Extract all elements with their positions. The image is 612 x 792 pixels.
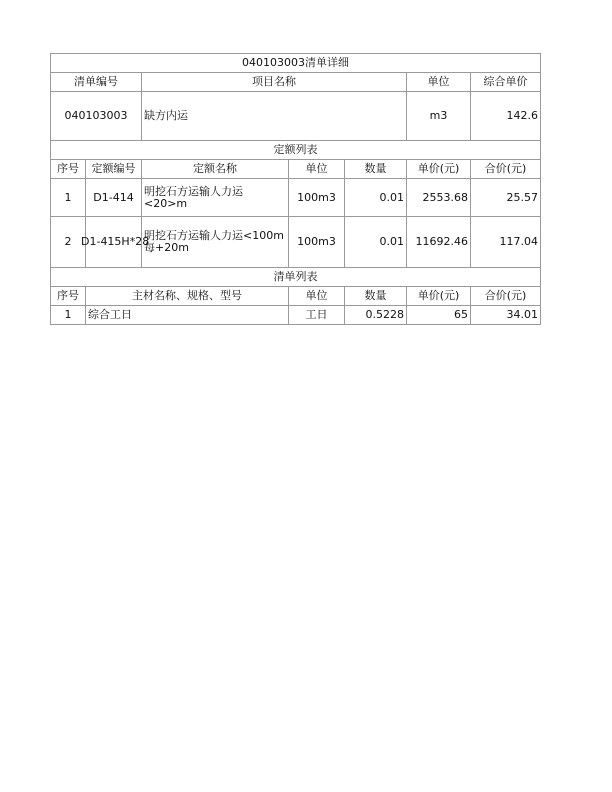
list-unit-price: 65 (407, 306, 471, 325)
list-unit-price-header: 单价(元) (407, 287, 471, 306)
list-no: 1 (51, 306, 86, 325)
bill-unit-header: 单位 (407, 73, 471, 92)
quota-row (51, 179, 541, 217)
quota-total-header: 合价(元) (471, 160, 541, 179)
quota-code: D1-415H*28 (86, 217, 142, 268)
list-name: 综合工日 (86, 306, 289, 325)
quota-qty-header: 数量 (345, 160, 407, 179)
list-unit-header: 单位 (289, 287, 345, 306)
bill-price: 142.6 (471, 92, 541, 141)
list-unit: 工日 (289, 306, 345, 325)
quota-total: 117.04 (471, 217, 541, 268)
bill-detail-sheet (50, 53, 540, 325)
list-row (51, 306, 541, 325)
list-header-row (51, 287, 541, 306)
bill-row (51, 92, 541, 141)
list-section-title: 清单列表 (51, 268, 541, 287)
quota-unit: 100m3 (289, 217, 345, 268)
quota-section-row (51, 141, 541, 160)
quota-code-header: 定额编号 (86, 160, 142, 179)
bill-header-row (51, 73, 541, 92)
bill-code: 040103003 (51, 92, 142, 141)
list-name-header: 主材名称、规格、型号 (86, 287, 289, 306)
bill-detail-table (50, 53, 541, 325)
quota-unit: 100m3 (289, 179, 345, 217)
quota-unit-price: 2553.68 (407, 179, 471, 217)
quota-qty: 0.01 (345, 217, 407, 268)
quota-section-title: 定额列表 (51, 141, 541, 160)
quota-no-header: 序号 (51, 160, 86, 179)
list-section-row (51, 268, 541, 287)
quota-code: D1-414 (86, 179, 142, 217)
quota-name: 明挖石方运输人力运<20>m (142, 179, 289, 217)
quota-no: 2 (51, 217, 86, 268)
quota-qty: 0.01 (345, 179, 407, 217)
bill-name-header: 项目名称 (142, 73, 407, 92)
bill-price-header: 综合单价 (471, 73, 541, 92)
quota-unit-price: 11692.46 (407, 217, 471, 268)
bill-name: 缺方内运 (142, 92, 407, 141)
quota-no: 1 (51, 179, 86, 217)
bill-unit: m3 (407, 92, 471, 141)
bill-code-header: 清单编号 (51, 73, 142, 92)
quota-name: 明挖石方运输人力运<100m每+20m (142, 217, 289, 268)
list-total-header: 合价(元) (471, 287, 541, 306)
quota-header-row (51, 160, 541, 179)
sheet-title: 040103003清单详细 (51, 54, 541, 73)
list-total: 34.01 (471, 306, 541, 325)
quota-total: 25.57 (471, 179, 541, 217)
quota-unit-header: 单位 (289, 160, 345, 179)
quota-row (51, 217, 541, 268)
list-qty-header: 数量 (345, 287, 407, 306)
quota-unit-price-header: 单价(元) (407, 160, 471, 179)
list-no-header: 序号 (51, 287, 86, 306)
title-row (51, 54, 541, 73)
quota-name-header: 定额名称 (142, 160, 289, 179)
list-qty: 0.5228 (345, 306, 407, 325)
